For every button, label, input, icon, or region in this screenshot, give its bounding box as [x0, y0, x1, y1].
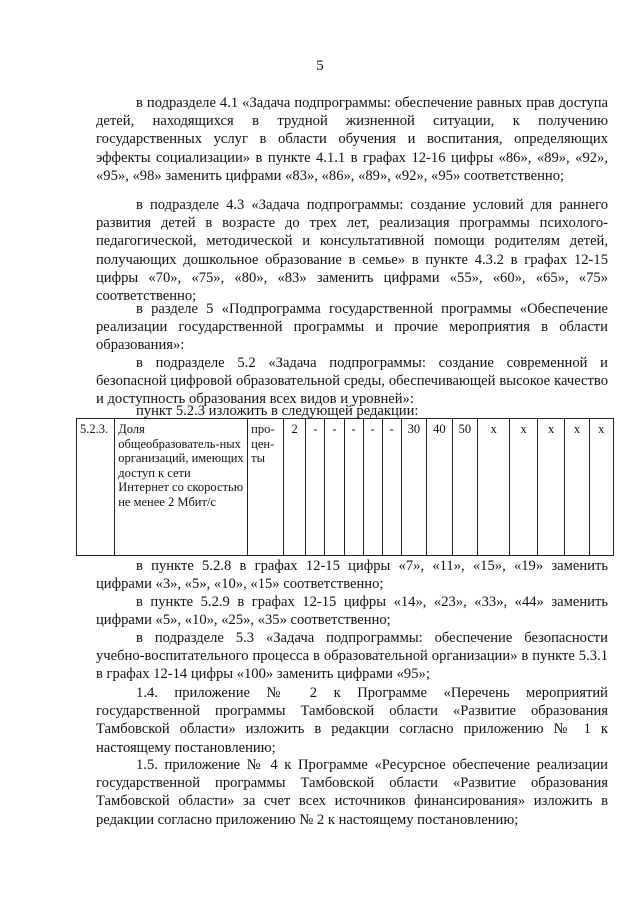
table-cell: х: [478, 419, 510, 556]
table-cell: про-цен-ты: [248, 419, 284, 556]
paragraph: в подразделе 5.3 «Задача подпрограммы: обеспечение безопасности учебно-воспитательного процесса в образовательной организации» в пункте 5.3.1 в графах 12-14 цифры «100» заменить цифрами «95»;: [96, 630, 608, 683]
table-cell: 50: [452, 419, 478, 556]
table-cell: 30: [401, 419, 427, 556]
table-cell: -: [363, 419, 382, 556]
table-cell: -: [344, 419, 363, 556]
table-cell: х: [537, 419, 564, 556]
table-cell: -: [382, 419, 401, 556]
table-cell: -: [325, 419, 344, 556]
paragraph: в пункте 5.2.9 в графах 12-15 цифры «14», «23», «33», «44» заменить цифрами «5», «10», «25», «35» соответственно;: [96, 594, 608, 629]
table-cell: -: [306, 419, 325, 556]
table-cell: 2: [283, 419, 306, 556]
indicator-table: [76, 418, 614, 556]
table-row: [77, 419, 614, 556]
paragraph: в подразделе 4.3 «Задача подпрограммы: создание условий для раннего развития детей в возрасте до трех лет, реализация программы психолого-педагогической, методической и консультативной помощи родителям детей, получающих дошкольное образование в семье» в пункте 4.3.2 в графах 12-15 цифры «70», «75», «80», «83» заменить цифрами «55», «60», «65», «75» соответственно;: [96, 197, 608, 305]
paragraph: в разделе 5 «Подпрограмма государственной программы «Обеспечение реализации государственной программы и прочие мероприятия в области образования»:: [96, 301, 608, 354]
paragraph: в пункте 5.2.8 в графах 12-15 цифры «7», «11», «15», «19» заменить цифрами «3», «5», «10», «15» соответственно;: [96, 558, 608, 593]
table-cell: х: [589, 419, 613, 556]
table-cell: Доля общеобразователь-ных организаций, имеющих доступ к сети Интернет со скоростью не менее 2 Мбит/с: [115, 419, 248, 556]
table-cell: 40: [427, 419, 453, 556]
paragraph: 1.4. приложение № 2 к Программе «Перечень мероприятий государственной программы Тамбовской области «Развитие образования Тамбовской области» изложить в редакции согласно приложению № 1 к настоящему постановлению;: [96, 685, 608, 756]
table-cell: х: [510, 419, 537, 556]
paragraph: 1.5. приложение № 4 к Программе «Ресурсное обеспечение реализации государственной программы Тамбовской области «Развитие образования Тамбовской области» за счет всех источников финансирования» изложить в редакции согласно приложению № 2 к настоящему постановлению;: [96, 757, 608, 828]
paragraph: пункт 5.2.3 изложить в следующей редакции:: [136, 403, 419, 419]
paragraph: в подразделе 5.2 «Задача подпрограммы: создание современной и безопасной цифровой образовательной среды, обеспечивающей высокое качество и доступность образования всех видов и уровней»:: [96, 355, 608, 408]
page-number: 5: [316, 58, 324, 74]
table-cell: х: [565, 419, 589, 556]
paragraph: в подразделе 4.1 «Задача подпрограммы: обеспечение равных прав доступа детей, находящихся в трудной жизненной ситуации, к получению государственных услуг в области обучения и воспитания, определяющих эффекты социализации» в пункте 4.1.1 в графах 12-16 цифры «86», «89», «92», «95», «98» заменить цифрами «83», «86», «89», «92», «95» соответственно;: [96, 95, 608, 184]
table-cell: 5.2.3.: [77, 419, 115, 556]
